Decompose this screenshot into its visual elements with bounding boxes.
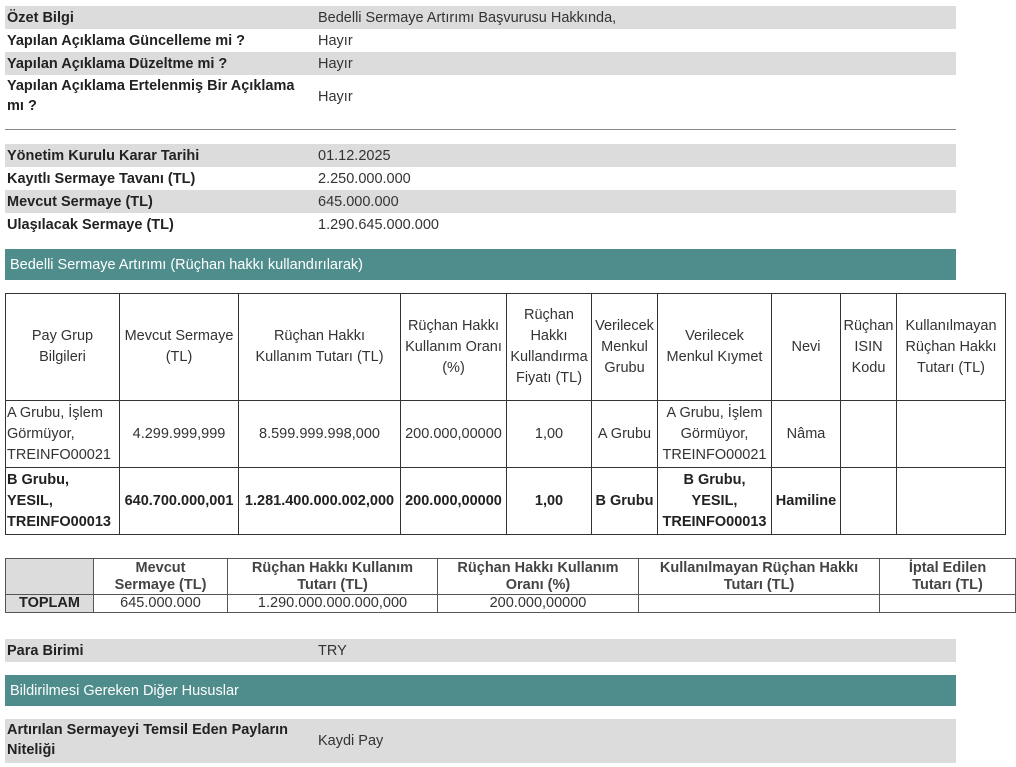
cell-group: B Grubu, YESIL, TREINFO00013 [6, 468, 120, 535]
cell-usage-amount: 8.599.999.998,000 [239, 401, 401, 468]
totals-row [6, 595, 1016, 613]
capital-label: Mevcut Sermaye (TL) [7, 193, 153, 210]
section-header-bedelli [5, 249, 956, 280]
summary-value: Hayır [318, 32, 353, 49]
cell-type: Hamiline [772, 468, 841, 535]
summary-label: Yapılan Açıklama Düzeltme mi ? [7, 55, 228, 72]
section-title: Bedelli Sermaye Artırımı (Rüçhan hakkı kullandırılarak) [10, 256, 363, 273]
summary-label: Yapılan Açıklama Ertelenmiş Bir Açıklama mı ? [7, 78, 295, 114]
totals-row-label: TOPLAM [6, 595, 94, 613]
totals-corner [6, 559, 94, 595]
capital-row-ulasilacak [5, 213, 956, 236]
col-header-mevcut-sermaye: Mevcut Sermaye (TL) [120, 294, 239, 401]
cell-group: A Grubu, İşlem Görmüyor, TREINFO00021 [6, 401, 120, 468]
cell-price: 1,00 [507, 468, 592, 535]
rights-table-header [6, 294, 1006, 401]
cell-type: Nâma [772, 401, 841, 468]
summary-value: Bedelli Sermaye Artırımı Başvurusu Hakkında, [318, 9, 617, 26]
col-header-pay-grup: Pay Grup Bilgileri [6, 294, 120, 401]
col-header-isin: Rüçhan ISIN Kodu [841, 294, 897, 401]
totals-header [6, 559, 1016, 595]
totals-col-header: Mevcut Sermaye (TL) [94, 559, 228, 595]
currency-label: Para Birimi [7, 642, 84, 659]
section-header-diger-hususlar [5, 675, 956, 706]
shares-nature-value: Kaydi Pay [318, 733, 384, 749]
summary-label: Yapılan Açıklama Güncelleme mi ? [7, 32, 246, 49]
col-header-fiyat: Rüçhan Hakkı Kullandırma Fiyatı (TL) [507, 294, 592, 401]
cell-isin [841, 401, 897, 468]
section-title: Bildirilmesi Gereken Diğer Hususlar [10, 682, 239, 699]
col-header-menkul-grubu: Verilecek Menkul Grubu [592, 294, 658, 401]
rights-table [5, 293, 1006, 535]
shares-nature-row [5, 719, 956, 763]
cell-unused [897, 468, 1006, 535]
shares-nature-label: Artırılan Sermayeyi Temsil Eden Payların Niteliği [7, 722, 288, 758]
summary-label: Özet Bilgi [7, 9, 74, 26]
totals-cell: 200.000,00000 [438, 595, 639, 613]
currency-value: TRY [318, 642, 347, 659]
totals-table [5, 558, 1016, 613]
summary-value: Hayır [318, 55, 353, 72]
totals-cell [639, 595, 880, 613]
summary-value: Hayır [318, 89, 353, 105]
capital-value: 2.250.000.000 [318, 170, 411, 187]
col-header-kullanilmayan: Kullanılmayan Rüçhan Hakkı Tutarı (TL) [897, 294, 1006, 401]
cell-current-capital: 640.700.000,001 [120, 468, 239, 535]
col-header-kullanim-tutari: Rüçhan Hakkı Kullanım Tutarı (TL) [239, 294, 401, 401]
cell-isin [841, 468, 897, 535]
capital-row-mevcut [5, 190, 956, 213]
totals-col-header: Kullanılmayan Rüçhan Hakkı Tutarı (TL) [639, 559, 880, 595]
summary-row-guncelleme [5, 29, 956, 52]
totals-col-header: İptal Edilen Tutarı (TL) [880, 559, 1016, 595]
currency-row [5, 639, 956, 662]
cell-security-group: B Grubu [592, 468, 658, 535]
table-row [6, 468, 1006, 535]
capital-row-karar-tarihi [5, 144, 956, 167]
totals-col-header: Rüçhan Hakkı Kullanım Tutarı (TL) [228, 559, 438, 595]
capital-label: Ulaşılacak Sermaye (TL) [7, 216, 174, 233]
cell-usage-amount: 1.281.400.000.002,000 [239, 468, 401, 535]
capital-value: 645.000.000 [318, 193, 399, 210]
cell-security: A Grubu, İşlem Görmüyor, TREINFO00021 [658, 401, 772, 468]
cell-unused [897, 401, 1006, 468]
cell-price: 1,00 [507, 401, 592, 468]
cell-usage-rate: 200.000,00000 [401, 401, 507, 468]
capital-row-kayitli-tavan [5, 167, 956, 190]
rights-table-wrapper [5, 293, 997, 535]
summary-row-ozet-bilgi [5, 6, 956, 29]
cell-security-group: A Grubu [592, 401, 658, 468]
col-header-kullanim-orani: Rüçhan Hakkı Kullanım Oranı (%) [401, 294, 507, 401]
table-row [6, 401, 1006, 468]
capital-value: 1.290.645.000.000 [318, 216, 439, 233]
capital-label: Kayıtlı Sermaye Tavanı (TL) [7, 170, 196, 187]
divider [5, 129, 956, 130]
capital-value: 01.12.2025 [318, 147, 391, 164]
cell-current-capital: 4.299.999,999 [120, 401, 239, 468]
totals-cell: 1.290.000.000.000,000 [228, 595, 438, 613]
col-header-menkul-kiymet: Verilecek Menkul Kıymet [658, 294, 772, 401]
cell-security: B Grubu, YESIL, TREINFO00013 [658, 468, 772, 535]
totals-cell [880, 595, 1016, 613]
cell-usage-rate: 200.000,00000 [401, 468, 507, 535]
totals-cell: 645.000.000 [94, 595, 228, 613]
totals-table-wrapper [5, 558, 987, 614]
totals-col-header: Rüçhan Hakkı Kullanım Oranı (%) [438, 559, 639, 595]
capital-label: Yönetim Kurulu Karar Tarihi [7, 147, 200, 164]
summary-row-duzeltme [5, 52, 956, 75]
col-header-nevi: Nevi [772, 294, 841, 401]
summary-row-ertelenmis [5, 75, 956, 119]
